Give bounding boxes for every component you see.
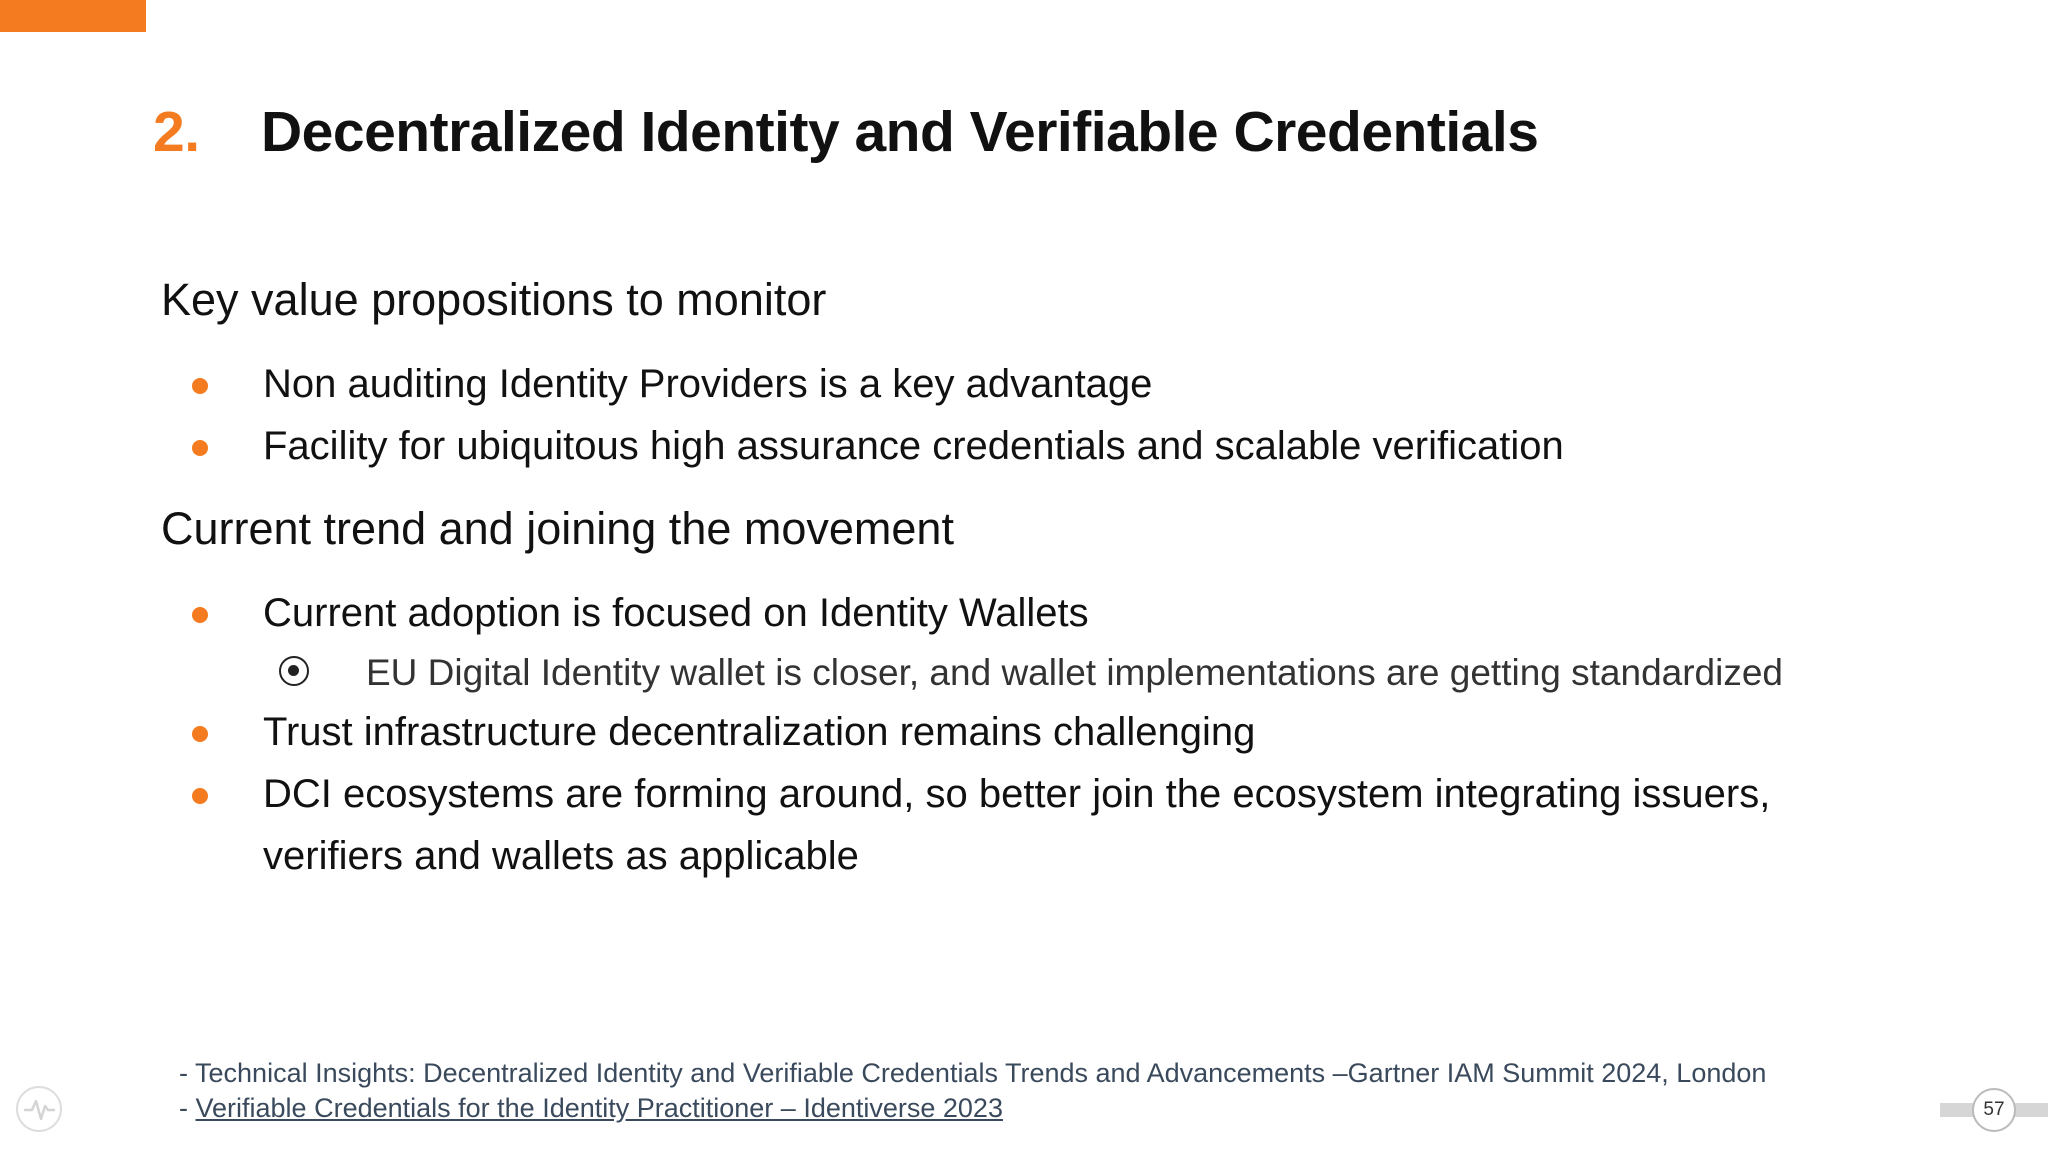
bullet-text: DCI ecosystems are forming around, so better join the ecosystem integrating issuers,	[263, 772, 1771, 816]
bullet-dot-icon	[192, 726, 208, 742]
bullet-dot-icon	[192, 788, 208, 804]
bullet-dot-icon	[192, 378, 208, 394]
bullet-text: verifiers and wallets as applicable	[263, 834, 859, 878]
reference-link[interactable]: Verifiable Credentials for the Identity Practitioner – Identiverse 2023	[195, 1093, 1003, 1123]
reference-prefix: -	[179, 1093, 196, 1123]
reference-item	[179, 1091, 1003, 1125]
bullet-dot-icon	[192, 440, 208, 456]
accent-bar	[0, 0, 146, 32]
page-number: 57	[1972, 1088, 2016, 1132]
bullet-text: Facility for ubiquitous high assurance credentials and scalable verification	[263, 424, 1564, 468]
reference-text: Technical Insights: Decentralized Identity and Verifiable Credentials Trends and Advancements –Gartner IAM Summit 2024, London	[195, 1058, 1767, 1088]
slide-number: 2.	[153, 100, 200, 164]
bullet-text: Trust infrastructure decentralization remains challenging	[263, 710, 1256, 754]
bullet-dot-icon	[192, 607, 208, 623]
slide-title	[153, 96, 1538, 168]
pulse-logo-icon	[16, 1086, 62, 1132]
section-heading-current-trend: Current trend and joining the movement	[161, 503, 954, 554]
bullet-text: Non auditing Identity Providers is a key advantage	[263, 362, 1153, 406]
section-heading-key-value: Key value propositions to monitor	[161, 274, 827, 325]
reference-item	[179, 1056, 1766, 1090]
sub-bullet-text: EU Digital Identity wallet is closer, and wallet implementations are getting standardized	[366, 652, 1784, 693]
bullet-text: Current adoption is focused on Identity Wallets	[263, 591, 1089, 635]
slide-title-text: Decentralized Identity and Verifiable Credentials	[261, 100, 1539, 164]
radio-bullet-icon	[279, 656, 309, 686]
reference-prefix: -	[179, 1058, 196, 1088]
